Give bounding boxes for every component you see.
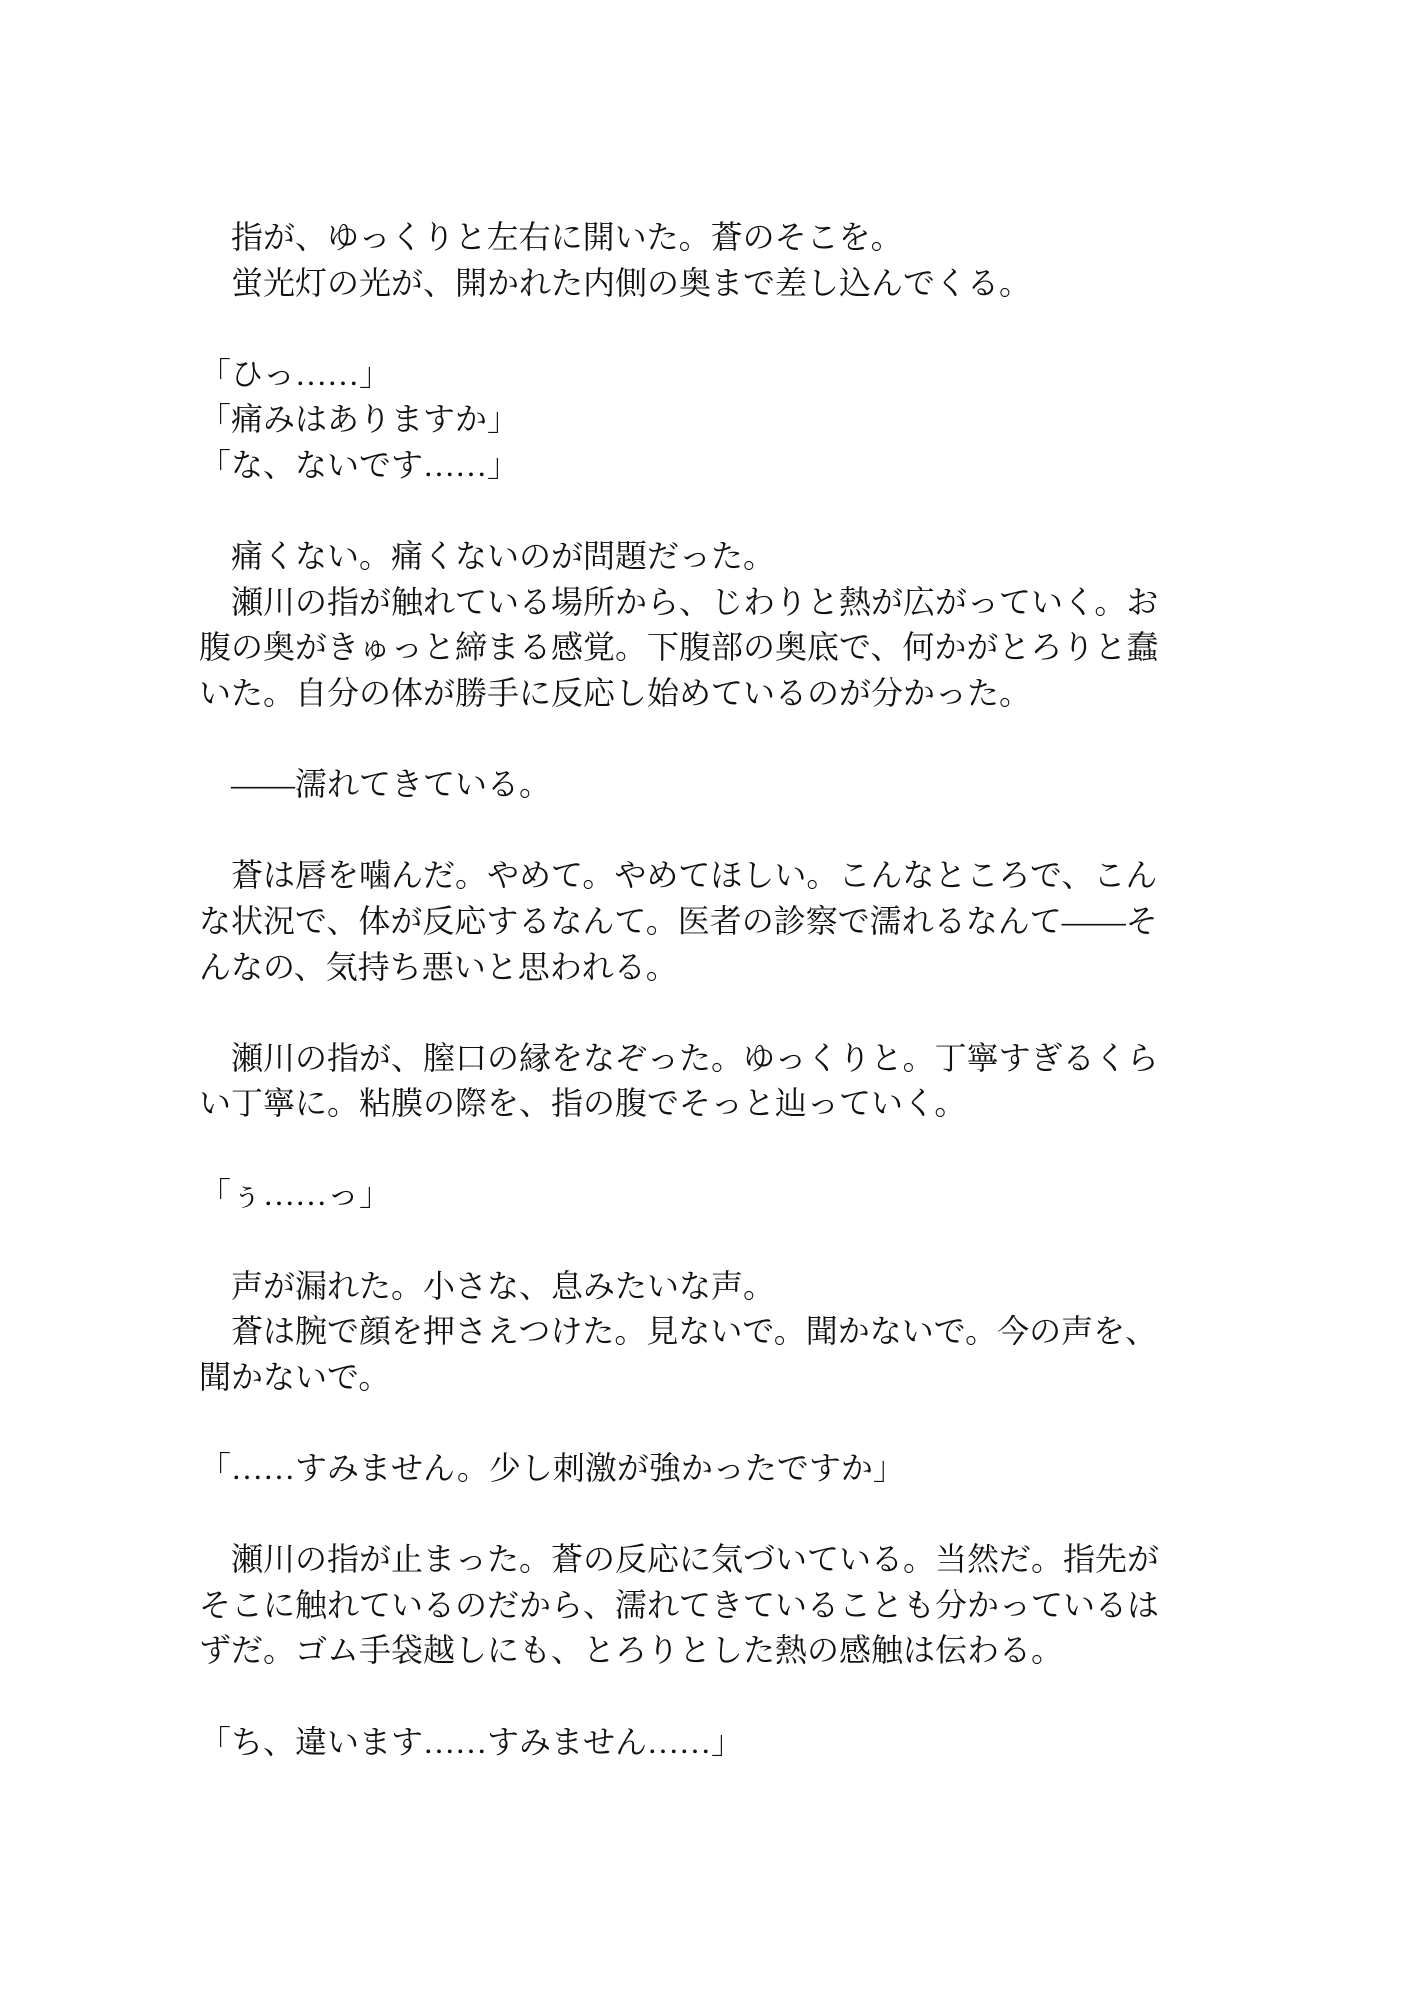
text-line: な状況で、体が反応するなんて。医者の診察で濡れるなんて——そ <box>199 902 1158 939</box>
blank-line <box>199 1218 1167 1264</box>
blank-line <box>199 717 1167 763</box>
text-line: 声が漏れた。小さな、息みたいな声。 <box>231 1267 776 1304</box>
blank-line <box>199 1674 1167 1720</box>
blank-line <box>199 1492 1167 1538</box>
text-line: 瀬川の指が止まった。蒼の反応に気づいている。当然だ。指先が <box>231 1541 1160 1578</box>
text-line: 瀬川の指が、膣口の縁をなぞった。ゆっくりと。丁寧すぎるくら <box>231 1039 1159 1076</box>
text-line: 蒼は腕で顔を押さえつけた。見ないで。聞かないで。今の声を、 <box>231 1313 1158 1350</box>
blank-line <box>199 1127 1167 1173</box>
text-line: 「ひっ……」 <box>199 355 392 392</box>
blank-line <box>199 1400 1167 1446</box>
text-line: そこに触れているのだから、濡れてきていることも分かっているは <box>199 1586 1160 1623</box>
text-line: 蛍光灯の光が、開かれた内側の奥まで差し込んでくる。 <box>231 264 1032 301</box>
text-line: 指が、ゆっくりと左右に開いた。蒼のそこを。 <box>231 219 903 255</box>
text-line: 「痛みはありますか」 <box>199 401 520 438</box>
text-line: 蒼は唇を噛んだ。やめて。やめてほしい。こんなところで、こん <box>231 857 1158 894</box>
text-line: んなの、気持ち悪いと思われる。 <box>199 948 678 985</box>
text-line: 「ぅ……っ」 <box>199 1176 392 1213</box>
document-text <box>199 215 1167 1765</box>
text-line: 痛くない。痛くないのが問題だった。 <box>231 538 776 575</box>
text-line: ——濡れてきている。 <box>231 766 552 803</box>
text-line: 瀬川の指が触れている場所から、じわりと熱が広がっていく。お <box>231 583 1159 620</box>
blank-line <box>199 489 1167 535</box>
text-line: 「な、ないです……」 <box>199 446 520 483</box>
text-line: い丁寧に。粘膜の際を、指の腹でそっと辿っていく。 <box>199 1085 967 1122</box>
text-line: 「……すみません。少し刺激が強かったですか」 <box>199 1450 905 1487</box>
blank-line <box>199 990 1167 1036</box>
text-line: 「ち、違います……すみません……」 <box>199 1723 744 1760</box>
text-line: 腹の奥がきゅっと締まる感覚。下腹部の奥底で、何かがとろりと蠢 <box>199 629 1159 666</box>
blank-line <box>199 808 1167 854</box>
text-line: ずだ。ゴム手袋越しにも、とろりとした熱の感触は伝わる。 <box>199 1632 1064 1669</box>
text-line: 聞かないで。 <box>199 1358 391 1395</box>
text-line: いた。自分の体が勝手に反応し始めているのが分かった。 <box>199 674 1032 711</box>
blank-line <box>199 306 1167 352</box>
